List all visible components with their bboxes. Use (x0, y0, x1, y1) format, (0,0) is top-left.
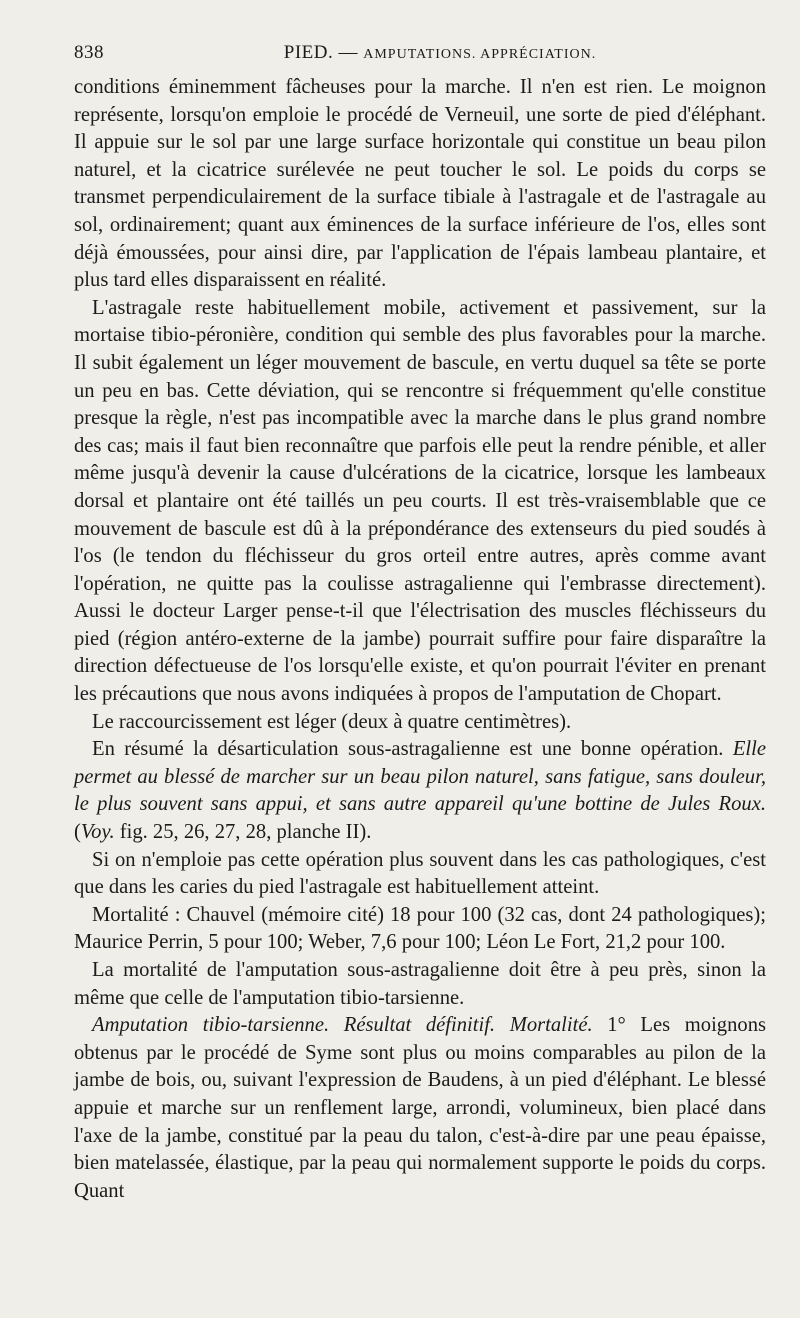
running-head-main: PIED. (283, 42, 334, 63)
paragraph-4-italic: Elle permet au blessé de marcher sur un beau pilon naturel, sans fatigue, sans douleur, le plus souvent sans appui, et sans autre appareil qu'une bottine de Jules Roux. (74, 738, 766, 816)
paragraph-8 (74, 1012, 766, 1205)
page-number: 838 (74, 42, 104, 63)
paragraph-8-text: 1° Les moignons obtenus par le procédé de Syme sont plus ou moins comparables au pilon de la jambe de bois, ou, suivant l'expression de Baudens, à un pied d'éléphant. Le blessé appuie et marche sur un renflement large, arrondi, volumineux, bien placé dans l'axe de la jambe, constitué par la peau du talon, c'est-à-dire par une peau épaisse, bien matelassée, élastique, par la peau qui normalement supporte le poids du corps. Quant (74, 1014, 767, 1202)
section-heading-italic: Amputation tibio-tarsienne. Résultat définitif. Mortalité. (92, 1014, 593, 1037)
paragraph-6: Mortalité : Chauvel (mémoire cité) 18 pour 100 (32 cas, dont 24 pathologiques); Maurice Perrin, 5 pour 100; Weber, 7,6 pour 100; Léon Le Fort, 21,2 pour 100. (74, 903, 766, 954)
paragraph-5: Si on n'emploie pas cette opération plus souvent dans les cas pathologiques, c'est que dans les caries du pied l'astragale est habituellement atteint. (74, 848, 766, 899)
paragraph-1: conditions éminemment fâcheuses pour la marche. Il n'en est rien. Le moignon représente, lorsqu'on emploie le procédé de Verneuil, une sorte de pied d'éléphant. Il appuie sur le sol par une large surface horizontale qui constitue un beau pilon naturel, et la cicatrice surélevée ne peut toucher le sol. Le poids du corps se transmet perpendiculairement de la surface tibiale à l'astragale et de l'astragale au sol, ordinairement; quant aux éminences de la surface inférieure de l'os, elles sont déjà émoussées, pour ainsi dire, par l'application de l'épais lambeau plantaire, et plus tard elles disparaissent en réalité. (74, 76, 766, 292)
paragraph-2: L'astragale reste habituellement mobile, activement et passivement, sur la mortaise tibio-péronière, condition qui semble des plus favorables pour la marche. Il subit également un léger mouvement de bascule, en vertu duquel sa tête se porte un peu en bas. Cette déviation, qui se rencontre si fréquemment qu'elle constitue presque la règle, n'est pas incompatible avec la marche dans le plus grand nombre des cas; mais il faut bien reconnaître que parfois elle peut la rendre pénible, et aller même jusqu'à devenir la cause d'ulcérations de la cicatrice, lorsque les lambeaux dorsal et plantaire ont été taillés un peu courts. Il est très-vraisemblable que ce mouvement de bascule est dû à la prépondérance des extenseurs du pied soudés à l'os (le tendon du fléchisseur du gros orteil entre autres, après comme avant l'opération, ne quitte pas la coulisse astragalienne qui l'embrasse directement). Aussi le docteur Larger pense-t-il que l'électrisation des muscles fléchisseurs du pied (région antéro-externe de la jambe) pourrait suffire pour faire disparaître la direction défectueuse de l'os lorsqu'elle existe, et qu'on pourrait l'éviter en prenant les précautions que nous avons indiquées à propos de l'amputation de Chopart. (74, 296, 766, 706)
paragraph-4 (74, 736, 766, 846)
paragraph-7: La mortalité de l'amputation sous-astragalienne doit être à peu près, sinon la même que celle de l'amputation tibio-tarsienne. (74, 959, 766, 1009)
paragraph-3: Le raccourcissement est léger (deux à quatre centimètres). (92, 710, 572, 733)
running-head (74, 42, 766, 64)
running-head-separator: — (333, 42, 364, 63)
running-head-sub: AMPUTATIONS. APPRÉCIATION. (363, 47, 597, 62)
paragraph-4-tail-italic: Voy. (80, 821, 115, 844)
page-header (74, 42, 766, 74)
paragraph-4-tail: fig. 25, 26, 27, 28, planche II). (114, 821, 372, 844)
paragraph-4-lead: En résumé la désarticulation sous-astragalienne est une bonne opération. (92, 738, 733, 761)
body-text (74, 74, 766, 1205)
paragraph-4-tail-open: ( (74, 821, 81, 844)
